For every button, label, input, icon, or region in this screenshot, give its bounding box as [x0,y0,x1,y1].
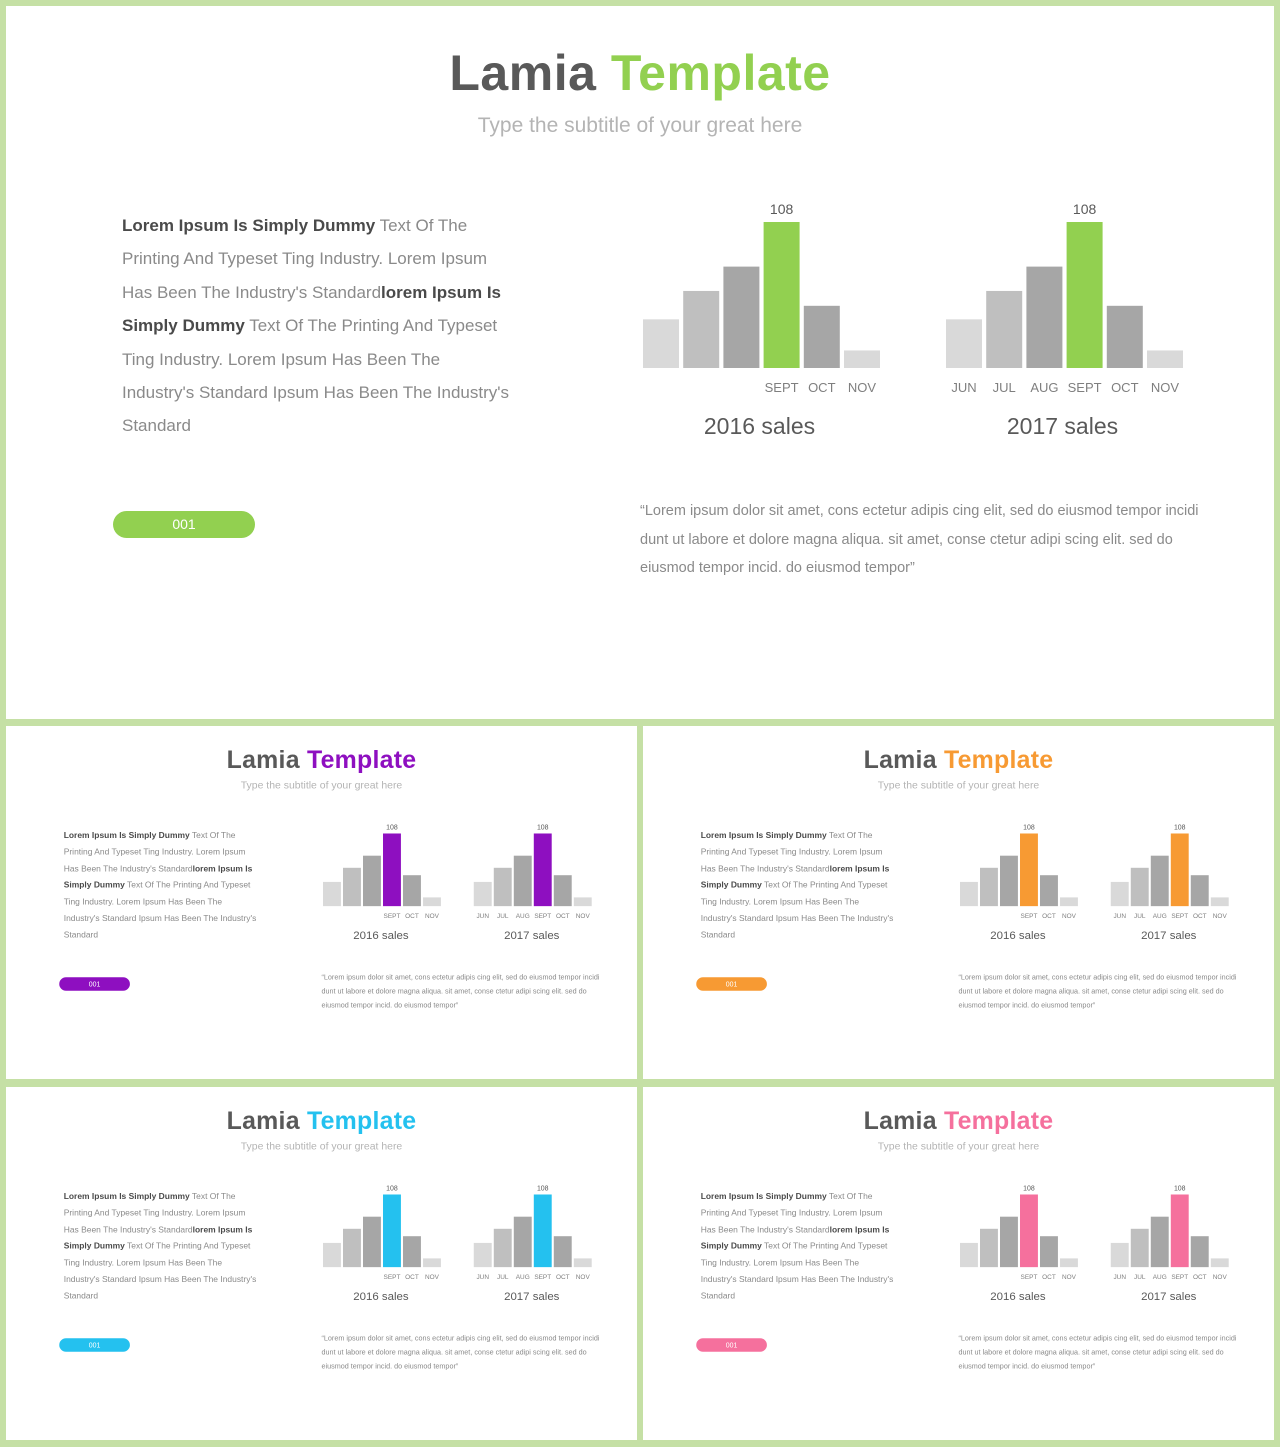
tick-label: JUL [1133,913,1146,921]
sales-charts [6,6,1274,719]
bar-nov [844,350,880,368]
title-main: Lamia [863,1106,937,1135]
tick-label: NOV [1212,1274,1227,1282]
quote-text: “Lorem ipsum dolor sit amet, cons ectetur adipis cing elit, sed do eiusmod tempor incidi dunt ut labore et dolore magna aliqua. sit amet, conse ctetur adipi scing elit. sed do eiusmod tempor incid. do eiusmod tempor” [321,973,600,1010]
bar-unlabeled-3 [723,267,759,368]
sales-charts [643,1087,1274,1440]
tick-label: NOV [1212,913,1227,921]
data-label: 108 [1023,824,1035,832]
data-label: 108 [536,1185,549,1193]
tick-label: OCT [1111,380,1139,395]
chart-2 [474,825,592,942]
slide-4 [6,1087,637,1440]
tick-label: JUN [476,913,490,921]
title-accent: Template [306,1106,417,1135]
tick-label: AUG [1152,913,1167,921]
data-label: 108 [1023,1185,1035,1193]
body-bold-2: lorem Ipsum Is Simply Dummy [700,863,890,890]
bar-nov [1147,350,1183,368]
tick-label: SEPT [383,1274,401,1282]
bar-unlabeled-3 [363,1217,381,1267]
title-main: Lamia [863,745,937,774]
page-number-pill[interactable]: 001 [59,1338,130,1351]
bar-jun [946,319,982,368]
title-main: Lamia [226,745,300,774]
chart-title: 2017 sales [1006,413,1119,439]
body-bold-2: lorem Ipsum Is Simply Dummy [122,282,502,336]
slide-3 [643,726,1274,1079]
tick-label: OCT [405,1274,419,1282]
bar-jun [1111,882,1129,906]
bar-unlabeled-2 [343,1229,361,1267]
bar-unlabeled-2 [683,291,719,368]
chart-title: 2017 sales [1141,1290,1197,1303]
slide-subtitle: Type the subtitle of your great here [240,1140,403,1153]
chart-2 [1111,1186,1229,1303]
sales-charts [6,1087,637,1440]
tick-label: OCT [405,913,419,921]
chart-title: 2017 sales [504,1290,560,1303]
bar-unlabeled-1 [960,1243,978,1267]
bar-sept [1171,833,1189,906]
bar-aug [514,856,532,906]
bar-unlabeled-2 [980,868,998,906]
tick-label: SEPT [383,913,401,921]
chart-2 [1111,825,1229,942]
bar-jul [1131,868,1149,906]
bar-jun [474,882,492,906]
bar-nov [423,897,441,906]
tick-label: AUG [1152,1274,1167,1282]
body-text-1: Text Of The Printing And Typeset Ting Industry. Lorem Ipsum Has Been The Industry's Standard [63,830,246,874]
chart-title: 2016 sales [703,413,816,439]
tick-label: SEPT [1067,380,1102,395]
tick-label: OCT [1192,913,1207,921]
bar-oct [403,1236,421,1267]
data-label: 108 [386,824,398,832]
tick-label: JUL [496,913,509,921]
slide-content [6,6,1274,719]
chart-2 [474,1186,592,1303]
body-text-2: Text Of The Printing And Typeset Ting Industry. Lorem Ipsum Has Been The Industry's Standard Ipsum Has Been The Industry's Standard [63,880,257,940]
chart-1 [323,825,441,942]
bar-aug [1151,1217,1169,1267]
quote-text: “Lorem ipsum dolor sit amet, cons ectetur adipis cing elit, sed do eiusmod tempor incidi dunt ut labore et dolore magna aliqua. sit amet, conse ctetur adipi scing elit. sed do eiusmod tempor incid. do eiusmod tempor” [640,503,1199,576]
data-label: 108 [1173,824,1186,832]
chart-title: 2016 sales [353,1290,409,1303]
chart-title: 2016 sales [990,1290,1046,1303]
data-label: 108 [769,201,794,217]
bar-aug [1151,856,1169,906]
page-number-pill[interactable]: 001 [59,977,130,990]
bar-unlabeled-1 [643,319,679,368]
bar-unlabeled-3 [1000,856,1018,906]
bar-nov [1060,897,1078,906]
bar-sept [383,1194,401,1267]
tick-label: SEPT [764,380,799,395]
sales-charts [6,726,637,1079]
bar-unlabeled-1 [323,1243,341,1267]
tick-label: NOV [847,380,877,395]
bar-unlabeled-2 [343,868,361,906]
slide-content [643,726,1274,1079]
body-text-1: Text Of The Printing And Typeset Ting Industry. Lorem Ipsum Has Been The Industry's Standard [700,1191,883,1235]
page-number-pill[interactable]: 001 [696,1338,767,1351]
bar-oct [1040,1236,1058,1267]
tick-label: SEPT [534,1274,552,1282]
body-text-2: Text Of The Printing And Typeset Ting Industry. Lorem Ipsum Has Been The Industry's Standard Ipsum Has Been The Industry's Standard [700,880,894,940]
tick-label: SEPT [1020,1274,1038,1282]
bar-sept [534,833,552,906]
data-label: 108 [536,824,549,832]
bar-sept [534,1194,552,1267]
body-text-2: Text Of The Printing And Typeset Ting Industry. Lorem Ipsum Has Been The Industry's Standard Ipsum Has Been The Industry's Standard [122,316,509,436]
tick-label: JUL [1133,1274,1146,1282]
tick-label: AUG [515,913,530,921]
chart-1 [960,1186,1078,1303]
bar-jul [494,868,512,906]
chart-1 [960,825,1078,942]
bar-sept [383,833,401,906]
tick-label: SEPT [1020,913,1038,921]
tick-label: OCT [1042,1274,1056,1282]
data-label: 108 [1072,201,1097,217]
body-bold-1: Lorem Ipsum Is Simply Dummy [122,216,376,235]
tick-label: OCT [555,1274,570,1282]
tick-label: NOV [575,913,590,921]
tick-label: OCT [1042,913,1056,921]
bar-unlabeled-3 [1000,1217,1018,1267]
tick-label: NOV [575,1274,590,1282]
page-number-pill[interactable]: 001 [696,977,767,990]
chart-title: 2017 sales [504,929,560,942]
title-accent: Template [610,45,831,101]
bar-sept [1020,1194,1038,1267]
bar-sept [1067,222,1103,368]
bar-unlabeled-1 [960,882,978,906]
tick-label: OCT [1192,1274,1207,1282]
bar-unlabeled-3 [363,856,381,906]
body-text-2: Text Of The Printing And Typeset Ting Industry. Lorem Ipsum Has Been The Industry's Standard Ipsum Has Been The Industry's Standard [63,1241,257,1301]
tick-label: SEPT [1171,1274,1189,1282]
title-accent: Template [943,1106,1054,1135]
chart-title: 2016 sales [353,929,409,942]
title-accent: Template [306,745,417,774]
slide-subtitle: Type the subtitle of your great here [477,114,803,137]
bar-nov [423,1258,441,1267]
body-text-1: Text Of The Printing And Typeset Ting Industry. Lorem Ipsum Has Been The Industry's Standard [122,216,488,302]
body-text-1: Text Of The Printing And Typeset Ting Industry. Lorem Ipsum Has Been The Industry's Standard [700,830,883,874]
title-accent: Template [943,745,1054,774]
body-bold-2: lorem Ipsum Is Simply Dummy [63,1224,253,1251]
sales-charts [643,726,1274,1079]
body-text-2: Text Of The Printing And Typeset Ting Industry. Lorem Ipsum Has Been The Industry's Standard Ipsum Has Been The Industry's Standard [700,1241,894,1301]
tick-label: NOV [1061,913,1076,921]
slide-1 [6,6,1274,719]
tick-label: SEPT [534,913,552,921]
tick-label: OCT [555,913,570,921]
bar-nov [1211,897,1229,906]
bar-nov [1211,1258,1229,1267]
tick-label: AUG [515,1274,530,1282]
bar-nov [1060,1258,1078,1267]
tick-label: JUN [1113,913,1127,921]
slide-content [6,726,637,1079]
chart-title: 2016 sales [990,929,1046,942]
bar-jul [986,291,1022,368]
tick-label: OCT [808,380,836,395]
body-bold-2: lorem Ipsum Is Simply Dummy [700,1224,890,1251]
bar-jul [1131,1229,1149,1267]
bar-sept [764,222,800,368]
slide-subtitle: Type the subtitle of your great here [240,779,403,792]
tick-label: AUG [1030,380,1059,395]
quote-text: “Lorem ipsum dolor sit amet, cons ectetur adipis cing elit, sed do eiusmod tempor incidi dunt ut labore et dolore magna aliqua. sit amet, conse ctetur adipi scing elit. sed do eiusmod tempor incid. do eiusmod tempor” [958,973,1237,1010]
bar-oct [1107,306,1143,368]
tick-label: NOV [1061,1274,1076,1282]
bar-oct [804,306,840,368]
quote-text: “Lorem ipsum dolor sit amet, cons ectetur adipis cing elit, sed do eiusmod tempor incidi dunt ut labore et dolore magna aliqua. sit amet, conse ctetur adipi scing elit. sed do eiusmod tempor incid. do eiusmod tempor” [958,1334,1237,1371]
slide-2 [6,726,637,1079]
title-main: Lamia [449,45,597,101]
bar-oct [403,875,421,906]
bar-oct [1191,1236,1209,1267]
tick-label: NOV [424,1274,439,1282]
tick-label: JUN [476,1274,490,1282]
slide-subtitle: Type the subtitle of your great here [877,1140,1040,1153]
bar-oct [1040,875,1058,906]
slide-subtitle: Type the subtitle of your great here [877,779,1040,792]
chart-1 [643,201,880,439]
chart-title: 2017 sales [1141,929,1197,942]
bar-sept [1171,1194,1189,1267]
data-label: 108 [1173,1185,1186,1193]
bar-jul [494,1229,512,1267]
body-bold-1: Lorem Ipsum Is Simply Dummy [63,1191,190,1201]
slide-content [643,1087,1274,1440]
bar-jun [474,1243,492,1267]
bar-nov [574,897,592,906]
bar-unlabeled-1 [323,882,341,906]
bar-aug [514,1217,532,1267]
tick-label: SEPT [1171,913,1189,921]
tick-label: JUN [951,380,977,395]
bar-unlabeled-2 [980,1229,998,1267]
slide-content [6,1087,637,1440]
chart-1 [323,1186,441,1303]
bar-oct [554,875,572,906]
tick-label: JUL [992,380,1016,395]
tick-label: NOV [424,913,439,921]
bar-aug [1026,267,1062,368]
bar-oct [554,1236,572,1267]
body-bold-1: Lorem Ipsum Is Simply Dummy [700,830,827,840]
bar-oct [1191,875,1209,906]
body-text-1: Text Of The Printing And Typeset Ting Industry. Lorem Ipsum Has Been The Industry's Standard [63,1191,246,1235]
tick-label: NOV [1150,380,1180,395]
bar-nov [574,1258,592,1267]
data-label: 108 [386,1185,398,1193]
tick-label: JUN [1113,1274,1127,1282]
bar-jun [1111,1243,1129,1267]
bar-sept [1020,833,1038,906]
slide-5 [643,1087,1274,1440]
quote-text: “Lorem ipsum dolor sit amet, cons ectetur adipis cing elit, sed do eiusmod tempor incidi dunt ut labore et dolore magna aliqua. sit amet, conse ctetur adipi scing elit. sed do eiusmod tempor incid. do eiusmod tempor” [321,1334,600,1371]
body-bold-1: Lorem Ipsum Is Simply Dummy [63,830,190,840]
body-bold-1: Lorem Ipsum Is Simply Dummy [700,1191,827,1201]
page-number-pill[interactable]: 001 [113,511,255,538]
body-bold-2: lorem Ipsum Is Simply Dummy [63,863,253,890]
tick-label: JUL [496,1274,509,1282]
chart-2 [946,201,1183,439]
title-main: Lamia [226,1106,300,1135]
